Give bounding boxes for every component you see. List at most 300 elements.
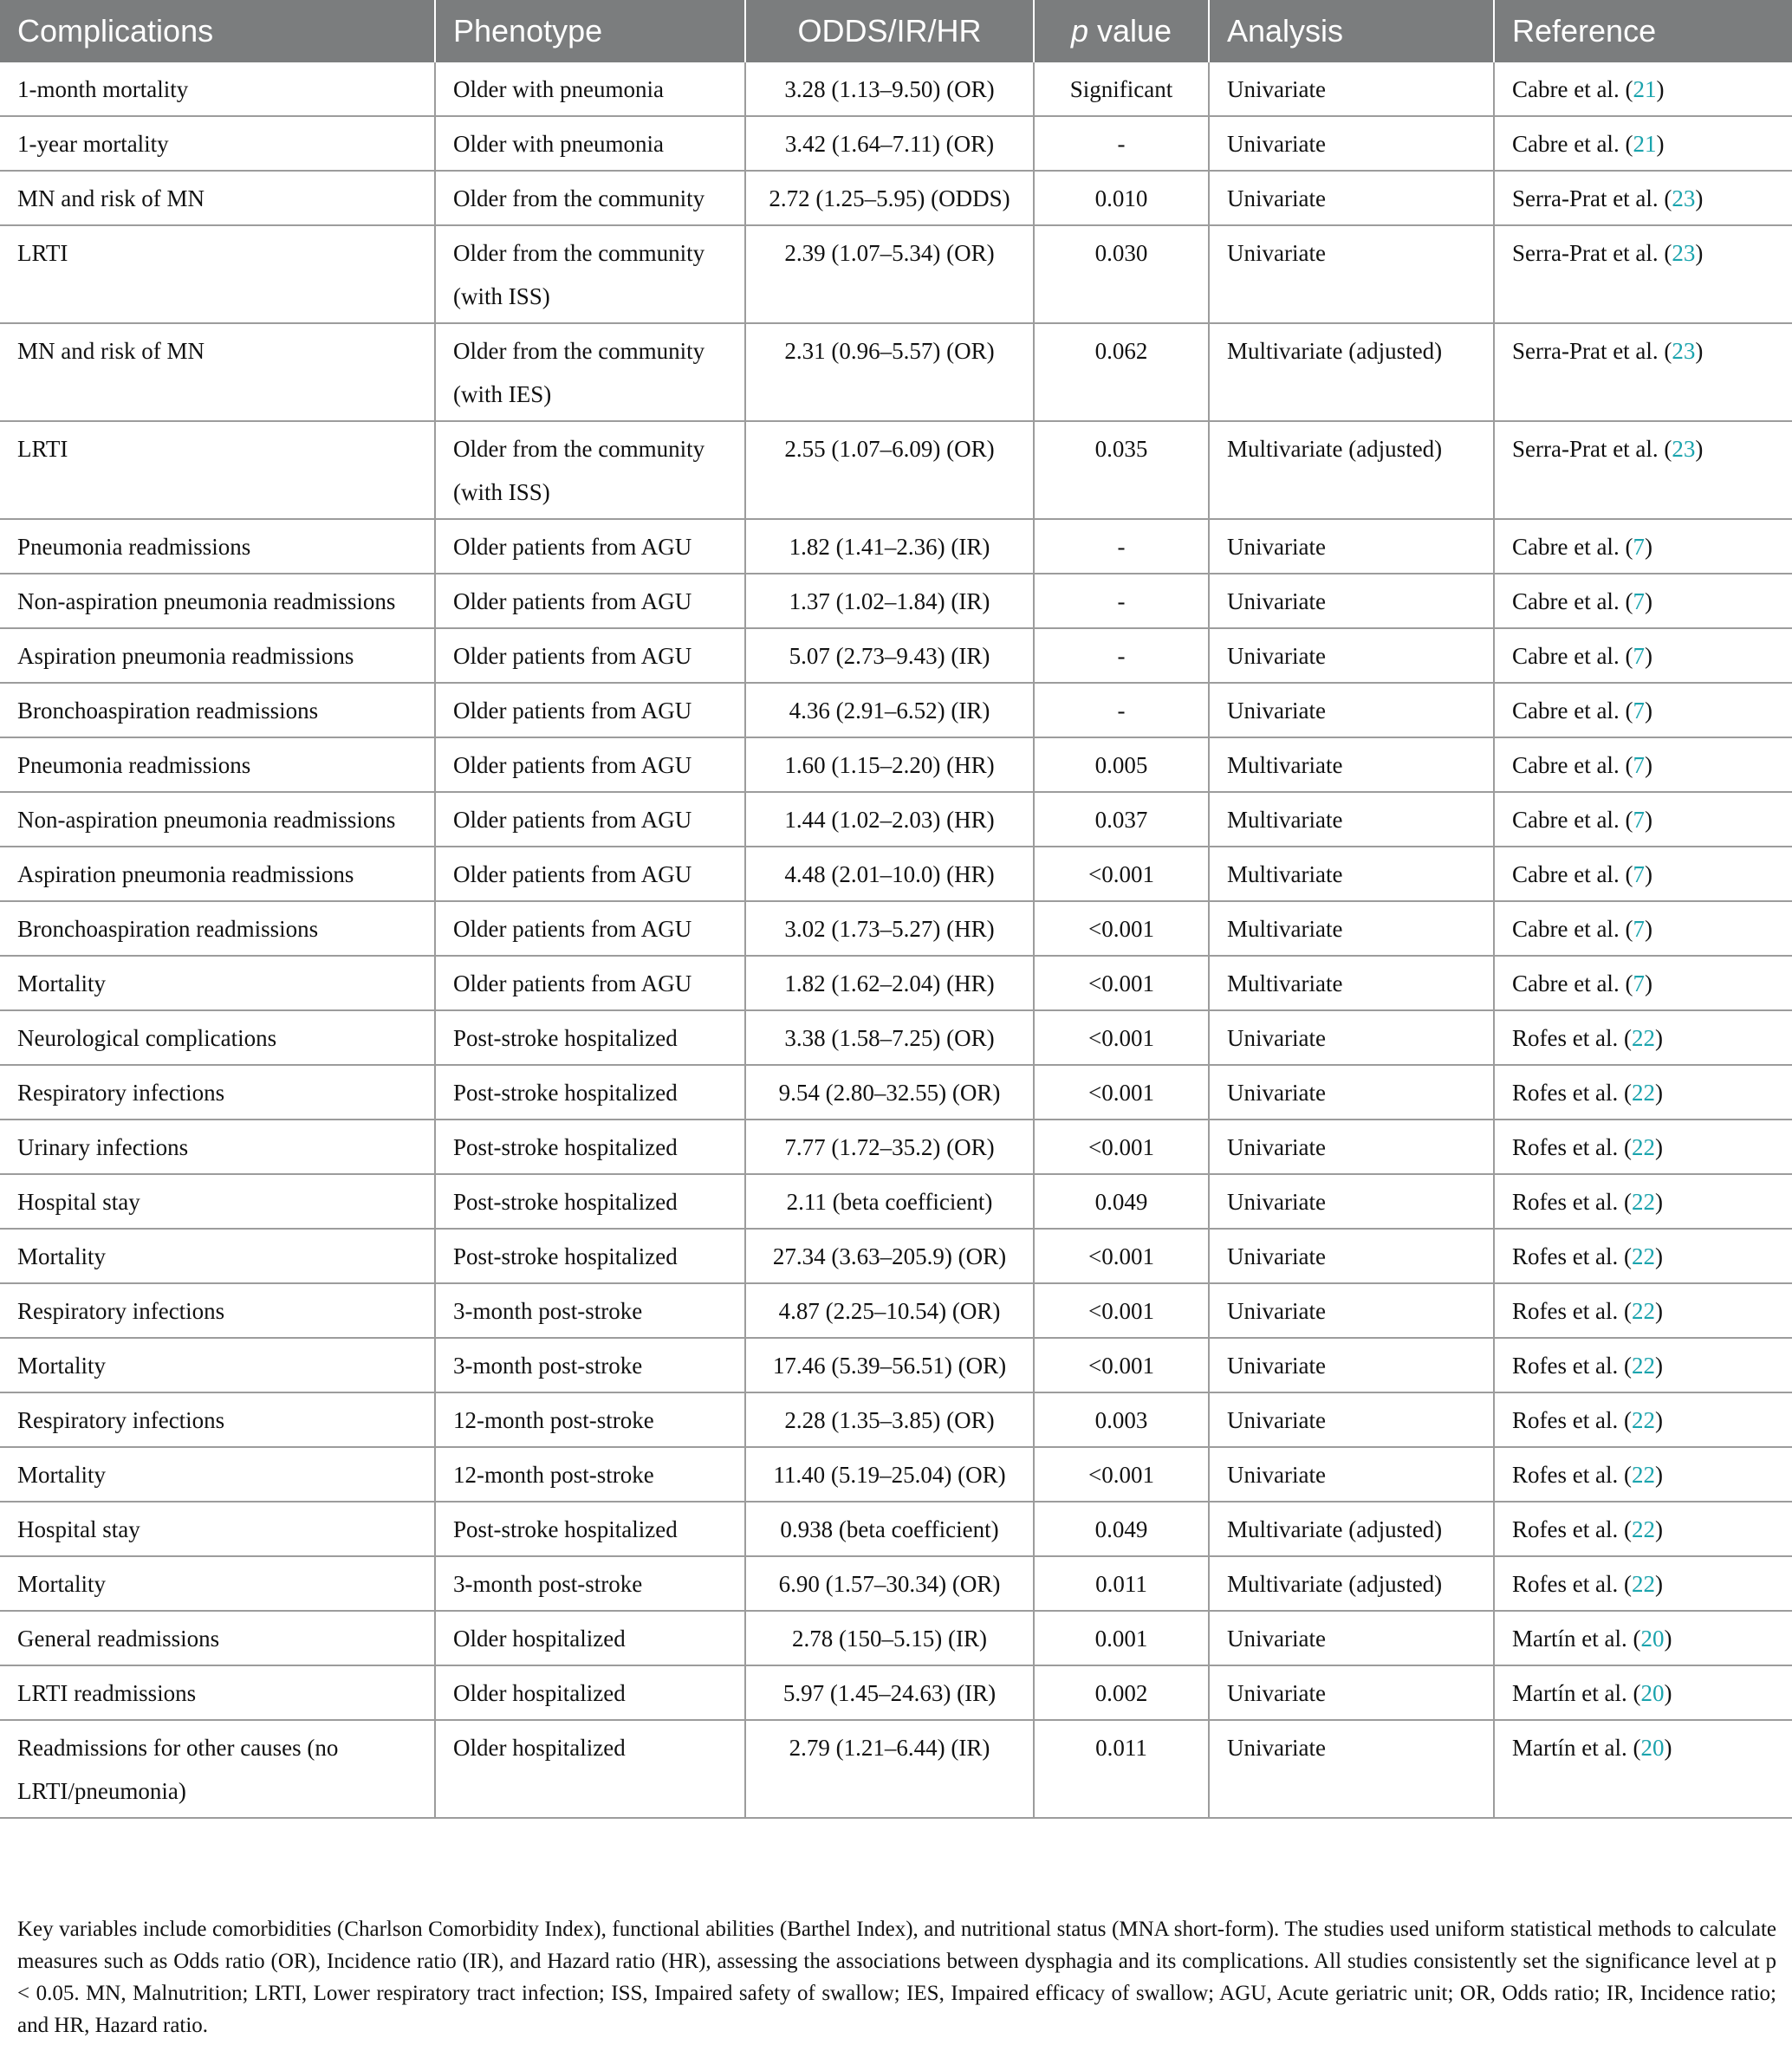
reference-number-link[interactable]: 20 bbox=[1640, 1735, 1665, 1761]
cell-analysis: Univariate bbox=[1209, 1338, 1494, 1392]
cell-effect-size: 3.28 (1.13–9.50) (OR) bbox=[745, 62, 1034, 116]
cell-reference bbox=[1494, 421, 1792, 519]
table-row bbox=[0, 116, 1792, 171]
cell-p-value: 0.010 bbox=[1034, 171, 1209, 225]
cell-phenotype: Older patients from AGU bbox=[435, 901, 745, 956]
cell-effect-size: 1.82 (1.41–2.36) (IR) bbox=[745, 519, 1034, 574]
table-row bbox=[0, 1283, 1792, 1338]
table-row bbox=[0, 323, 1792, 421]
cell-phenotype: Older hospitalized bbox=[435, 1611, 745, 1665]
cell-reference bbox=[1494, 1338, 1792, 1392]
reference-close-paren: ) bbox=[1644, 807, 1652, 833]
cell-effect-size: 3.42 (1.64–7.11) (OR) bbox=[745, 116, 1034, 171]
cell-p-value: 0.049 bbox=[1034, 1174, 1209, 1229]
reference-author: Cabre et al. ( bbox=[1512, 643, 1633, 669]
reference-author: Rofes et al. ( bbox=[1512, 1134, 1632, 1160]
cell-p-value: <0.001 bbox=[1034, 847, 1209, 901]
cell-phenotype: Older with pneumonia bbox=[435, 116, 745, 171]
header-analysis: Analysis bbox=[1209, 0, 1494, 62]
reference-author: Rofes et al. ( bbox=[1512, 1407, 1632, 1433]
cell-effect-size: 11.40 (5.19–25.04) (OR) bbox=[745, 1447, 1034, 1502]
cell-phenotype: Post-stroke hospitalized bbox=[435, 1229, 745, 1283]
reference-close-paren: ) bbox=[1644, 588, 1652, 614]
cell-p-value: 0.003 bbox=[1034, 1392, 1209, 1447]
reference-close-paren: ) bbox=[1654, 1025, 1663, 1051]
reference-author: Cabre et al. ( bbox=[1512, 534, 1633, 560]
cell-phenotype: Older from the community (with ISS) bbox=[435, 225, 745, 323]
table-row bbox=[0, 628, 1792, 683]
reference-number-link[interactable]: 22 bbox=[1631, 1462, 1655, 1488]
cell-analysis: Multivariate (adjusted) bbox=[1209, 1556, 1494, 1611]
cell-reference bbox=[1494, 1120, 1792, 1174]
cell-complication: Mortality bbox=[0, 1447, 435, 1502]
cell-complication: Pneumonia readmissions bbox=[0, 737, 435, 792]
cell-reference bbox=[1494, 1174, 1792, 1229]
reference-number-link[interactable]: 22 bbox=[1631, 1080, 1655, 1106]
reference-number-link[interactable]: 22 bbox=[1631, 1571, 1655, 1597]
cell-reference bbox=[1494, 1720, 1792, 1818]
cell-p-value: 0.049 bbox=[1034, 1502, 1209, 1556]
reference-author: Serra-Prat et al. ( bbox=[1512, 185, 1672, 211]
reference-close-paren: ) bbox=[1695, 338, 1704, 364]
cell-phenotype: Older patients from AGU bbox=[435, 683, 745, 737]
table-row bbox=[0, 574, 1792, 628]
cell-p-value: - bbox=[1034, 574, 1209, 628]
cell-effect-size: 3.02 (1.73–5.27) (HR) bbox=[745, 901, 1034, 956]
cell-reference bbox=[1494, 1611, 1792, 1665]
cell-reference bbox=[1494, 323, 1792, 421]
cell-p-value: <0.001 bbox=[1034, 956, 1209, 1010]
header-effect-size: ODDS/IR/HR bbox=[745, 0, 1034, 62]
reference-number-link[interactable]: 21 bbox=[1633, 76, 1657, 102]
cell-phenotype: Older hospitalized bbox=[435, 1720, 745, 1818]
reference-author: Martín et al. ( bbox=[1512, 1680, 1641, 1706]
cell-effect-size: 2.28 (1.35–3.85) (OR) bbox=[745, 1392, 1034, 1447]
cell-p-value: 0.011 bbox=[1034, 1720, 1209, 1818]
cell-p-value: 0.062 bbox=[1034, 323, 1209, 421]
header-complications: Complications bbox=[0, 0, 435, 62]
cell-analysis: Univariate bbox=[1209, 225, 1494, 323]
cell-complication: Respiratory infections bbox=[0, 1283, 435, 1338]
cell-effect-size: 17.46 (5.39–56.51) (OR) bbox=[745, 1338, 1034, 1392]
cell-analysis: Univariate bbox=[1209, 1283, 1494, 1338]
cell-analysis: Multivariate (adjusted) bbox=[1209, 421, 1494, 519]
cell-complication: 1-year mortality bbox=[0, 116, 435, 171]
cell-analysis: Univariate bbox=[1209, 62, 1494, 116]
reference-close-paren: ) bbox=[1654, 1571, 1663, 1597]
cell-analysis: Multivariate bbox=[1209, 956, 1494, 1010]
cell-p-value: <0.001 bbox=[1034, 901, 1209, 956]
cell-effect-size: 27.34 (3.63–205.9) (OR) bbox=[745, 1229, 1034, 1283]
cell-reference bbox=[1494, 1229, 1792, 1283]
reference-author: Cabre et al. ( bbox=[1512, 807, 1633, 833]
reference-author: Rofes et al. ( bbox=[1512, 1462, 1632, 1488]
cell-effect-size: 3.38 (1.58–7.25) (OR) bbox=[745, 1010, 1034, 1065]
header-p-value bbox=[1034, 0, 1209, 62]
cell-effect-size: 2.72 (1.25–5.95) (ODDS) bbox=[745, 171, 1034, 225]
cell-complication: Readmissions for other causes (no LRTI/pneumonia) bbox=[0, 1720, 435, 1818]
header-p-italic: p bbox=[1070, 13, 1088, 49]
cell-phenotype: Older patients from AGU bbox=[435, 792, 745, 847]
reference-author: Cabre et al. ( bbox=[1512, 131, 1633, 157]
table-row bbox=[0, 62, 1792, 116]
cell-p-value: <0.001 bbox=[1034, 1229, 1209, 1283]
cell-effect-size: 2.55 (1.07–6.09) (OR) bbox=[745, 421, 1034, 519]
cell-complication: MN and risk of MN bbox=[0, 171, 435, 225]
cell-phenotype: Older hospitalized bbox=[435, 1665, 745, 1720]
cell-complication: Bronchoaspiration readmissions bbox=[0, 901, 435, 956]
cell-p-value: <0.001 bbox=[1034, 1120, 1209, 1174]
cell-phenotype: 12-month post-stroke bbox=[435, 1392, 745, 1447]
reference-number-link[interactable]: 7 bbox=[1633, 643, 1645, 669]
reference-close-paren: ) bbox=[1644, 970, 1652, 996]
reference-author: Rofes et al. ( bbox=[1512, 1189, 1632, 1215]
reference-close-paren: ) bbox=[1664, 1735, 1672, 1761]
cell-complication: Non-aspiration pneumonia readmissions bbox=[0, 574, 435, 628]
reference-number-link[interactable]: 21 bbox=[1633, 131, 1657, 157]
cell-analysis: Univariate bbox=[1209, 116, 1494, 171]
reference-author: Rofes et al. ( bbox=[1512, 1080, 1632, 1106]
cell-effect-size: 2.79 (1.21–6.44) (IR) bbox=[745, 1720, 1034, 1818]
cell-reference bbox=[1494, 847, 1792, 901]
reference-number-link[interactable]: 7 bbox=[1633, 588, 1645, 614]
cell-reference bbox=[1494, 1283, 1792, 1338]
reference-author: Rofes et al. ( bbox=[1512, 1353, 1632, 1379]
cell-effect-size: 4.87 (2.25–10.54) (OR) bbox=[745, 1283, 1034, 1338]
cell-effect-size: 1.37 (1.02–1.84) (IR) bbox=[745, 574, 1034, 628]
cell-effect-size: 1.82 (1.62–2.04) (HR) bbox=[745, 956, 1034, 1010]
cell-complication: Aspiration pneumonia readmissions bbox=[0, 628, 435, 683]
cell-analysis: Univariate bbox=[1209, 1611, 1494, 1665]
cell-complication: Mortality bbox=[0, 956, 435, 1010]
cell-p-value: 0.002 bbox=[1034, 1665, 1209, 1720]
cell-analysis: Univariate bbox=[1209, 1392, 1494, 1447]
cell-analysis: Univariate bbox=[1209, 1065, 1494, 1120]
cell-reference bbox=[1494, 116, 1792, 171]
cell-analysis: Univariate bbox=[1209, 628, 1494, 683]
cell-analysis: Univariate bbox=[1209, 1447, 1494, 1502]
reference-author: Serra-Prat et al. ( bbox=[1512, 338, 1672, 364]
reference-number-link[interactable]: 22 bbox=[1631, 1025, 1655, 1051]
cell-complication: Mortality bbox=[0, 1229, 435, 1283]
cell-phenotype: 12-month post-stroke bbox=[435, 1447, 745, 1502]
reference-close-paren: ) bbox=[1695, 185, 1704, 211]
cell-phenotype: Older from the community bbox=[435, 171, 745, 225]
reference-close-paren: ) bbox=[1644, 752, 1652, 778]
reference-close-paren: ) bbox=[1644, 534, 1652, 560]
reference-number-link[interactable]: 23 bbox=[1672, 436, 1696, 462]
table-row bbox=[0, 1447, 1792, 1502]
cell-analysis: Univariate bbox=[1209, 1229, 1494, 1283]
reference-close-paren: ) bbox=[1654, 1407, 1663, 1433]
cell-analysis: Multivariate bbox=[1209, 901, 1494, 956]
reference-author: Cabre et al. ( bbox=[1512, 76, 1633, 102]
reference-close-paren: ) bbox=[1656, 131, 1665, 157]
cell-reference bbox=[1494, 171, 1792, 225]
table-row bbox=[0, 1392, 1792, 1447]
cell-effect-size: 1.44 (1.02–2.03) (HR) bbox=[745, 792, 1034, 847]
cell-phenotype: Older patients from AGU bbox=[435, 737, 745, 792]
reference-close-paren: ) bbox=[1654, 1462, 1663, 1488]
cell-effect-size: 9.54 (2.80–32.55) (OR) bbox=[745, 1065, 1034, 1120]
cell-complication: Pneumonia readmissions bbox=[0, 519, 435, 574]
cell-p-value: - bbox=[1034, 628, 1209, 683]
cell-p-value: <0.001 bbox=[1034, 1447, 1209, 1502]
reference-author: Cabre et al. ( bbox=[1512, 588, 1633, 614]
reference-number-link[interactable]: 7 bbox=[1633, 698, 1645, 724]
table-row bbox=[0, 421, 1792, 519]
cell-effect-size: 2.78 (150–5.15) (IR) bbox=[745, 1611, 1034, 1665]
cell-reference bbox=[1494, 574, 1792, 628]
cell-p-value: 0.011 bbox=[1034, 1556, 1209, 1611]
cell-phenotype: 3-month post-stroke bbox=[435, 1556, 745, 1611]
reference-number-link[interactable]: 20 bbox=[1640, 1680, 1665, 1706]
reference-number-link[interactable]: 22 bbox=[1631, 1407, 1655, 1433]
cell-p-value: <0.001 bbox=[1034, 1065, 1209, 1120]
reference-close-paren: ) bbox=[1654, 1243, 1663, 1269]
reference-number-link[interactable]: 22 bbox=[1631, 1516, 1655, 1542]
reference-number-link[interactable]: 7 bbox=[1633, 916, 1645, 942]
reference-author: Rofes et al. ( bbox=[1512, 1516, 1632, 1542]
cell-complication: Respiratory infections bbox=[0, 1392, 435, 1447]
cell-p-value: <0.001 bbox=[1034, 1010, 1209, 1065]
cell-reference bbox=[1494, 1665, 1792, 1720]
table-row bbox=[0, 1065, 1792, 1120]
cell-complication: LRTI readmissions bbox=[0, 1665, 435, 1720]
table-row bbox=[0, 1010, 1792, 1065]
cell-effect-size: 2.39 (1.07–5.34) (OR) bbox=[745, 225, 1034, 323]
cell-complication: Mortality bbox=[0, 1338, 435, 1392]
header-phenotype: Phenotype bbox=[435, 0, 745, 62]
reference-number-link[interactable]: 7 bbox=[1633, 752, 1645, 778]
cell-effect-size: 4.48 (2.01–10.0) (HR) bbox=[745, 847, 1034, 901]
cell-reference bbox=[1494, 1392, 1792, 1447]
reference-close-paren: ) bbox=[1656, 76, 1665, 102]
reference-number-link[interactable]: 20 bbox=[1640, 1626, 1665, 1652]
reference-author: Serra-Prat et al. ( bbox=[1512, 436, 1672, 462]
table-row bbox=[0, 1556, 1792, 1611]
cell-p-value: - bbox=[1034, 519, 1209, 574]
cell-effect-size: 2.31 (0.96–5.57) (OR) bbox=[745, 323, 1034, 421]
cell-reference bbox=[1494, 901, 1792, 956]
cell-analysis: Univariate bbox=[1209, 683, 1494, 737]
cell-reference bbox=[1494, 225, 1792, 323]
table-row bbox=[0, 847, 1792, 901]
cell-effect-size: 5.97 (1.45–24.63) (IR) bbox=[745, 1665, 1034, 1720]
cell-effect-size: 2.11 (beta coefficient) bbox=[745, 1174, 1034, 1229]
table-row bbox=[0, 1120, 1792, 1174]
reference-close-paren: ) bbox=[1664, 1680, 1672, 1706]
table-row bbox=[0, 1611, 1792, 1665]
cell-phenotype: 3-month post-stroke bbox=[435, 1283, 745, 1338]
reference-number-link[interactable]: 7 bbox=[1633, 970, 1645, 996]
reference-author: Cabre et al. ( bbox=[1512, 698, 1633, 724]
cell-effect-size: 4.36 (2.91–6.52) (IR) bbox=[745, 683, 1034, 737]
cell-complication: LRTI bbox=[0, 225, 435, 323]
reference-number-link[interactable]: 22 bbox=[1631, 1189, 1655, 1215]
cell-analysis: Multivariate bbox=[1209, 792, 1494, 847]
cell-p-value: 0.005 bbox=[1034, 737, 1209, 792]
cell-p-value: - bbox=[1034, 683, 1209, 737]
cell-phenotype: Older patients from AGU bbox=[435, 847, 745, 901]
cell-complication: Aspiration pneumonia readmissions bbox=[0, 847, 435, 901]
reference-close-paren: ) bbox=[1695, 240, 1704, 266]
reference-author: Cabre et al. ( bbox=[1512, 861, 1633, 887]
cell-complication: Urinary infections bbox=[0, 1120, 435, 1174]
cell-p-value: 0.030 bbox=[1034, 225, 1209, 323]
cell-effect-size: 1.60 (1.15–2.20) (HR) bbox=[745, 737, 1034, 792]
reference-number-link[interactable]: 23 bbox=[1672, 185, 1696, 211]
reference-number-link[interactable]: 7 bbox=[1633, 534, 1645, 560]
table-header bbox=[0, 0, 1792, 62]
reference-author: Rofes et al. ( bbox=[1512, 1298, 1632, 1324]
cell-phenotype: Post-stroke hospitalized bbox=[435, 1010, 745, 1065]
table-footnote: Key variables include comorbidities (Charlson Comorbidity Index), functional abilities (Barthel Index), and nutritional status (MNA short-form). The studies used uniform statistical methods to calculate measures such as Odds ratio (OR), Incidence ratio (IR), and Hazard ratio (HR), assessing the associations between dysphagia and its complications. All studies consistently set the significance level at p < 0.05. MN, Malnutrition; LRTI, Lower respiratory tract infection; ISS, Impaired safety of swallow; IES, Impaired efficacy of swallow; AGU, Acute geriatric unit; OR, Odds ratio; IR, Incidence ratio; and HR, Hazard ratio. bbox=[17, 1918, 1776, 2037]
cell-complication: General readmissions bbox=[0, 1611, 435, 1665]
cell-complication: Hospital stay bbox=[0, 1174, 435, 1229]
reference-number-link[interactable]: 23 bbox=[1672, 240, 1696, 266]
reference-close-paren: ) bbox=[1644, 698, 1652, 724]
cell-complication: Neurological complications bbox=[0, 1010, 435, 1065]
reference-close-paren: ) bbox=[1654, 1516, 1663, 1542]
cell-phenotype: Post-stroke hospitalized bbox=[435, 1065, 745, 1120]
cell-p-value: 0.001 bbox=[1034, 1611, 1209, 1665]
reference-close-paren: ) bbox=[1644, 861, 1652, 887]
cell-p-value: - bbox=[1034, 116, 1209, 171]
reference-author: Rofes et al. ( bbox=[1512, 1243, 1632, 1269]
reference-close-paren: ) bbox=[1654, 1080, 1663, 1106]
cell-phenotype: Post-stroke hospitalized bbox=[435, 1120, 745, 1174]
table-row bbox=[0, 1502, 1792, 1556]
cell-analysis: Multivariate bbox=[1209, 737, 1494, 792]
cell-reference bbox=[1494, 737, 1792, 792]
cell-reference bbox=[1494, 1556, 1792, 1611]
cell-complication: Hospital stay bbox=[0, 1502, 435, 1556]
table-row bbox=[0, 792, 1792, 847]
reference-author: Cabre et al. ( bbox=[1512, 916, 1633, 942]
cell-analysis: Univariate bbox=[1209, 1720, 1494, 1818]
cell-phenotype: Post-stroke hospitalized bbox=[435, 1174, 745, 1229]
table-body bbox=[0, 62, 1792, 1818]
table-row bbox=[0, 737, 1792, 792]
header-reference: Reference bbox=[1494, 0, 1792, 62]
cell-analysis: Univariate bbox=[1209, 1665, 1494, 1720]
reference-close-paren: ) bbox=[1644, 916, 1652, 942]
reference-number-link[interactable]: 7 bbox=[1633, 807, 1645, 833]
table-row bbox=[0, 1229, 1792, 1283]
cell-complication: 1-month mortality bbox=[0, 62, 435, 116]
table-row bbox=[0, 171, 1792, 225]
reference-number-link[interactable]: 22 bbox=[1631, 1298, 1655, 1324]
reference-number-link[interactable]: 23 bbox=[1672, 338, 1696, 364]
reference-number-link[interactable]: 22 bbox=[1631, 1243, 1655, 1269]
cell-analysis: Univariate bbox=[1209, 519, 1494, 574]
cell-analysis: Multivariate (adjusted) bbox=[1209, 1502, 1494, 1556]
cell-phenotype: Older from the community (with ISS) bbox=[435, 421, 745, 519]
cell-analysis: Univariate bbox=[1209, 1010, 1494, 1065]
cell-reference bbox=[1494, 519, 1792, 574]
reference-number-link[interactable]: 7 bbox=[1633, 861, 1645, 887]
cell-phenotype: Older from the community (with IES) bbox=[435, 323, 745, 421]
reference-author: Martín et al. ( bbox=[1512, 1626, 1641, 1652]
cell-phenotype: Older patients from AGU bbox=[435, 628, 745, 683]
cell-p-value: 0.035 bbox=[1034, 421, 1209, 519]
table-row bbox=[0, 1720, 1792, 1818]
cell-phenotype: Older patients from AGU bbox=[435, 956, 745, 1010]
cell-effect-size: 5.07 (2.73–9.43) (IR) bbox=[745, 628, 1034, 683]
header-row bbox=[0, 0, 1792, 62]
cell-complication: Bronchoaspiration readmissions bbox=[0, 683, 435, 737]
table-row bbox=[0, 1174, 1792, 1229]
cell-analysis: Multivariate bbox=[1209, 847, 1494, 901]
reference-close-paren: ) bbox=[1654, 1134, 1663, 1160]
cell-reference bbox=[1494, 628, 1792, 683]
cell-p-value: <0.001 bbox=[1034, 1338, 1209, 1392]
reference-close-paren: ) bbox=[1664, 1626, 1672, 1652]
table-row bbox=[0, 956, 1792, 1010]
table-row bbox=[0, 901, 1792, 956]
table-row bbox=[0, 1665, 1792, 1720]
reference-close-paren: ) bbox=[1654, 1298, 1663, 1324]
cell-phenotype: Older with pneumonia bbox=[435, 62, 745, 116]
cell-analysis: Univariate bbox=[1209, 574, 1494, 628]
cell-reference bbox=[1494, 1010, 1792, 1065]
cell-phenotype: Older patients from AGU bbox=[435, 519, 745, 574]
cell-reference bbox=[1494, 792, 1792, 847]
reference-author: Cabre et al. ( bbox=[1512, 752, 1633, 778]
table-row bbox=[0, 1338, 1792, 1392]
cell-reference bbox=[1494, 1447, 1792, 1502]
cell-reference bbox=[1494, 1502, 1792, 1556]
reference-number-link[interactable]: 22 bbox=[1631, 1134, 1655, 1160]
table-row bbox=[0, 683, 1792, 737]
cell-phenotype: Post-stroke hospitalized bbox=[435, 1502, 745, 1556]
cell-effect-size: 0.938 (beta coefficient) bbox=[745, 1502, 1034, 1556]
table-row bbox=[0, 519, 1792, 574]
cell-p-value: Significant bbox=[1034, 62, 1209, 116]
reference-close-paren: ) bbox=[1654, 1353, 1663, 1379]
reference-author: Cabre et al. ( bbox=[1512, 970, 1633, 996]
reference-author: Martín et al. ( bbox=[1512, 1735, 1641, 1761]
reference-author: Rofes et al. ( bbox=[1512, 1571, 1632, 1597]
reference-close-paren: ) bbox=[1644, 643, 1652, 669]
cell-reference bbox=[1494, 956, 1792, 1010]
cell-phenotype: 3-month post-stroke bbox=[435, 1338, 745, 1392]
header-p-rest: value bbox=[1088, 13, 1172, 49]
cell-p-value: <0.001 bbox=[1034, 1283, 1209, 1338]
reference-close-paren: ) bbox=[1695, 436, 1704, 462]
cell-complication: Respiratory infections bbox=[0, 1065, 435, 1120]
reference-number-link[interactable]: 22 bbox=[1631, 1353, 1655, 1379]
reference-author: Serra-Prat et al. ( bbox=[1512, 240, 1672, 266]
cell-p-value: 0.037 bbox=[1034, 792, 1209, 847]
cell-effect-size: 6.90 (1.57–30.34) (OR) bbox=[745, 1556, 1034, 1611]
cell-reference bbox=[1494, 1065, 1792, 1120]
cell-analysis: Univariate bbox=[1209, 1120, 1494, 1174]
cell-analysis: Univariate bbox=[1209, 1174, 1494, 1229]
cell-phenotype: Older patients from AGU bbox=[435, 574, 745, 628]
cell-reference bbox=[1494, 62, 1792, 116]
table-row bbox=[0, 225, 1792, 323]
cell-complication: LRTI bbox=[0, 421, 435, 519]
cell-effect-size: 7.77 (1.72–35.2) (OR) bbox=[745, 1120, 1034, 1174]
cell-reference bbox=[1494, 683, 1792, 737]
cell-complication: MN and risk of MN bbox=[0, 323, 435, 421]
reference-close-paren: ) bbox=[1654, 1189, 1663, 1215]
reference-author: Rofes et al. ( bbox=[1512, 1025, 1632, 1051]
cell-complication: Non-aspiration pneumonia readmissions bbox=[0, 792, 435, 847]
cell-complication: Mortality bbox=[0, 1556, 435, 1611]
